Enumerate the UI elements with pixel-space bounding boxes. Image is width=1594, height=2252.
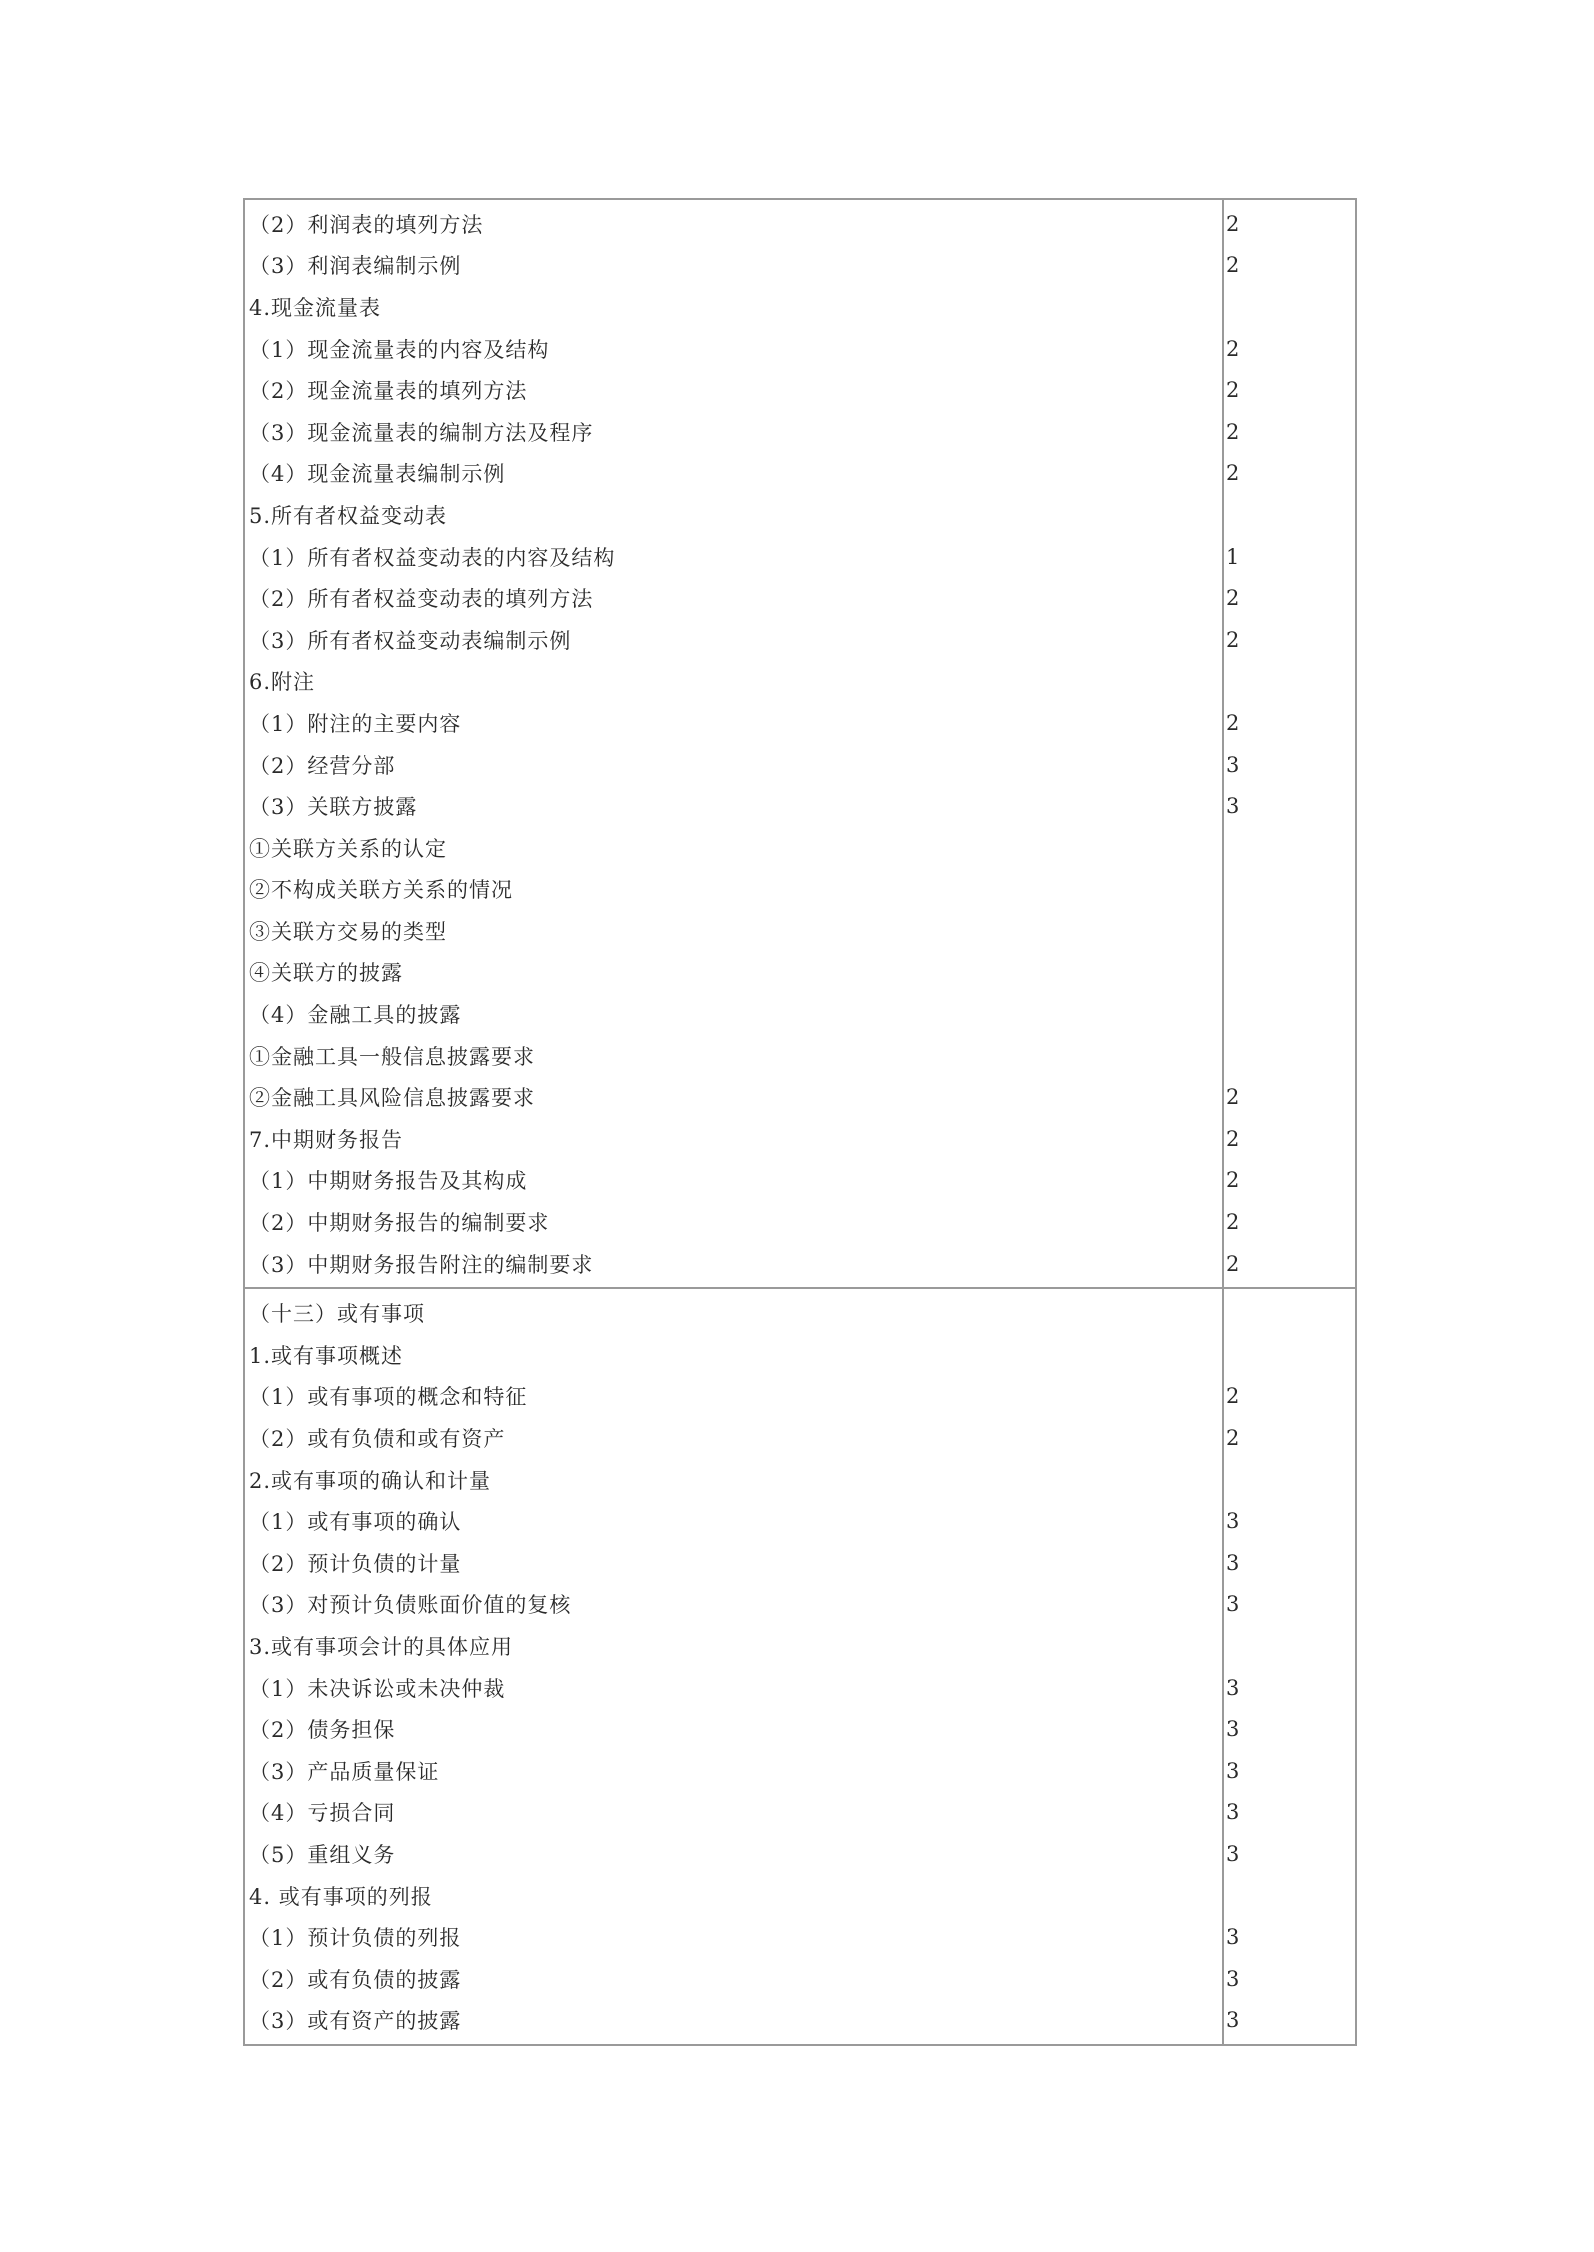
item-title: （1）或有事项的确认 <box>249 1510 462 1535</box>
item-title: 2.或有事项的确认和计量 <box>249 1468 492 1493</box>
table-row <box>245 661 1355 703</box>
table-row <box>245 1916 1355 1958</box>
item-title: 1.或有事项概述 <box>249 1343 404 1368</box>
table-row <box>245 1708 1355 1750</box>
item-level: 3 <box>1226 1841 1240 1866</box>
item-title: 3.或有事项会计的具体应用 <box>249 1634 514 1659</box>
item-level: 2 <box>1226 1085 1240 1110</box>
table-row <box>245 2000 1355 2042</box>
item-level: 2 <box>1226 586 1240 611</box>
item-level: 2 <box>1226 1168 1240 1193</box>
item-title: （2）或有负债和或有资产 <box>249 1427 506 1452</box>
item-title: （1）或有事项的概念和特征 <box>249 1385 528 1410</box>
item-title: （3）现金流量表的编制方法及程序 <box>249 420 594 445</box>
table-row <box>245 619 1355 661</box>
item-level: 2 <box>1226 1210 1240 1235</box>
item-title: 7.中期财务报告 <box>249 1127 404 1152</box>
item-level: 3 <box>1226 1758 1240 1783</box>
table-row <box>245 203 1355 245</box>
item-level: 3 <box>1226 1717 1240 1742</box>
item-level: 3 <box>1226 1966 1240 1991</box>
table-row <box>245 1035 1355 1077</box>
item-level: 2 <box>1226 253 1240 278</box>
item-level: 2 <box>1226 211 1240 236</box>
column-divider <box>1222 1289 1224 2044</box>
table-row <box>245 1875 1355 1917</box>
item-level: 2 <box>1226 378 1240 403</box>
item-level: 2 <box>1226 1426 1240 1451</box>
item-level: 1 <box>1226 544 1240 569</box>
section-rows <box>245 200 1355 1287</box>
table-row <box>245 453 1355 495</box>
table-row <box>245 1334 1355 1376</box>
item-title: ①金融工具一般信息披露要求 <box>249 1044 535 1069</box>
table-row <box>245 744 1355 786</box>
table-row <box>245 910 1355 952</box>
table-row <box>245 1292 1355 1334</box>
column-divider <box>1222 200 1224 1287</box>
item-title: （2）预计负债的计量 <box>249 1551 462 1576</box>
item-title: （3）中期财务报告附注的编制要求 <box>249 1252 594 1277</box>
item-level: 3 <box>1226 752 1240 777</box>
table-section-financial-reports <box>245 200 1355 1287</box>
item-title: （3）产品质量保证 <box>249 1759 440 1784</box>
table-row <box>245 577 1355 619</box>
table-row <box>245 1584 1355 1626</box>
item-title: （1）预计负债的列报 <box>249 1926 462 1951</box>
table-row <box>245 1160 1355 1202</box>
table-row <box>245 328 1355 370</box>
item-title: ②金融工具风险信息披露要求 <box>249 1086 535 1111</box>
item-title: （4）金融工具的披露 <box>249 1003 462 1028</box>
item-title: ④关联方的披露 <box>249 961 403 986</box>
item-level: 2 <box>1226 1126 1240 1151</box>
table-row <box>245 1542 1355 1584</box>
table-row <box>245 1667 1355 1709</box>
item-level: 3 <box>1226 1509 1240 1534</box>
item-title: 5.所有者权益变动表 <box>249 503 448 528</box>
item-level: 3 <box>1226 1592 1240 1617</box>
table-row <box>245 1376 1355 1418</box>
table-row <box>245 494 1355 536</box>
item-level: 2 <box>1226 461 1240 486</box>
item-title: （3）关联方披露 <box>249 795 418 820</box>
item-level: 3 <box>1226 1925 1240 1950</box>
item-title: 4. 或有事项的列报 <box>249 1884 433 1909</box>
item-title: （1）附注的主要内容 <box>249 711 462 736</box>
table-row <box>245 245 1355 287</box>
item-title: （2）中期财务报告的编制要求 <box>249 1211 550 1236</box>
table-row <box>245 1459 1355 1501</box>
table-row <box>245 1958 1355 2000</box>
item-level: 2 <box>1226 336 1240 361</box>
item-level: 2 <box>1226 1384 1240 1409</box>
item-title: （2）利润表的填列方法 <box>249 212 484 237</box>
section-rows <box>245 1289 1355 2044</box>
item-level: 2 <box>1226 419 1240 444</box>
table-row <box>245 993 1355 1035</box>
item-level: 2 <box>1226 1251 1240 1276</box>
item-title: （4）亏损合同 <box>249 1801 396 1826</box>
item-title: （3）对预计负债账面价值的复核 <box>249 1593 572 1618</box>
table-row <box>245 1201 1355 1243</box>
item-title: （3）或有资产的披露 <box>249 2009 462 2034</box>
table-row <box>245 1500 1355 1542</box>
item-title: （4）现金流量表编制示例 <box>249 462 506 487</box>
table-row <box>245 1792 1355 1834</box>
item-level: 3 <box>1226 2008 1240 2033</box>
item-title: （1）未决诉讼或未决仲裁 <box>249 1676 506 1701</box>
table-row <box>245 702 1355 744</box>
table-section-contingencies <box>245 1287 1355 2044</box>
item-title: ①关联方关系的认定 <box>249 836 447 861</box>
item-title: （1）中期财务报告及其构成 <box>249 1169 528 1194</box>
item-title: 4.现金流量表 <box>249 295 382 320</box>
item-title: （1）现金流量表的内容及结构 <box>249 337 550 362</box>
item-title: ③关联方交易的类型 <box>249 919 447 944</box>
item-title: （2）债务担保 <box>249 1718 396 1743</box>
item-title: （2）所有者权益变动表的填列方法 <box>249 587 594 612</box>
table-row <box>245 536 1355 578</box>
table-row <box>245 1625 1355 1667</box>
item-level: 2 <box>1226 710 1240 735</box>
table-row <box>245 869 1355 911</box>
item-level: 3 <box>1226 794 1240 819</box>
table-row <box>245 369 1355 411</box>
item-title: （十三）或有事项 <box>249 1302 425 1327</box>
item-title: （3）利润表编制示例 <box>249 254 462 279</box>
table-row <box>245 411 1355 453</box>
item-level: 3 <box>1226 1800 1240 1825</box>
syllabus-table <box>243 198 1357 2046</box>
table-row <box>245 827 1355 869</box>
table-row <box>245 1243 1355 1285</box>
item-title: （2）经营分部 <box>249 753 396 778</box>
item-title: （1）所有者权益变动表的内容及结构 <box>249 545 616 570</box>
table-row <box>245 785 1355 827</box>
item-title: （3）所有者权益变动表编制示例 <box>249 628 572 653</box>
item-title: 6.附注 <box>249 670 316 695</box>
table-row <box>245 1118 1355 1160</box>
item-level: 3 <box>1226 1550 1240 1575</box>
table-row <box>245 1833 1355 1875</box>
table-row <box>245 286 1355 328</box>
table-row <box>245 1076 1355 1118</box>
item-level: 3 <box>1226 1675 1240 1700</box>
table-row <box>245 952 1355 994</box>
item-title: （5）重组义务 <box>249 1842 396 1867</box>
item-title: （2）现金流量表的填列方法 <box>249 379 528 404</box>
item-title: ②不构成关联方关系的情况 <box>249 878 513 903</box>
table-row <box>245 1417 1355 1459</box>
table-row <box>245 1750 1355 1792</box>
item-title: （2）或有负债的披露 <box>249 1967 462 1992</box>
item-level: 2 <box>1226 627 1240 652</box>
